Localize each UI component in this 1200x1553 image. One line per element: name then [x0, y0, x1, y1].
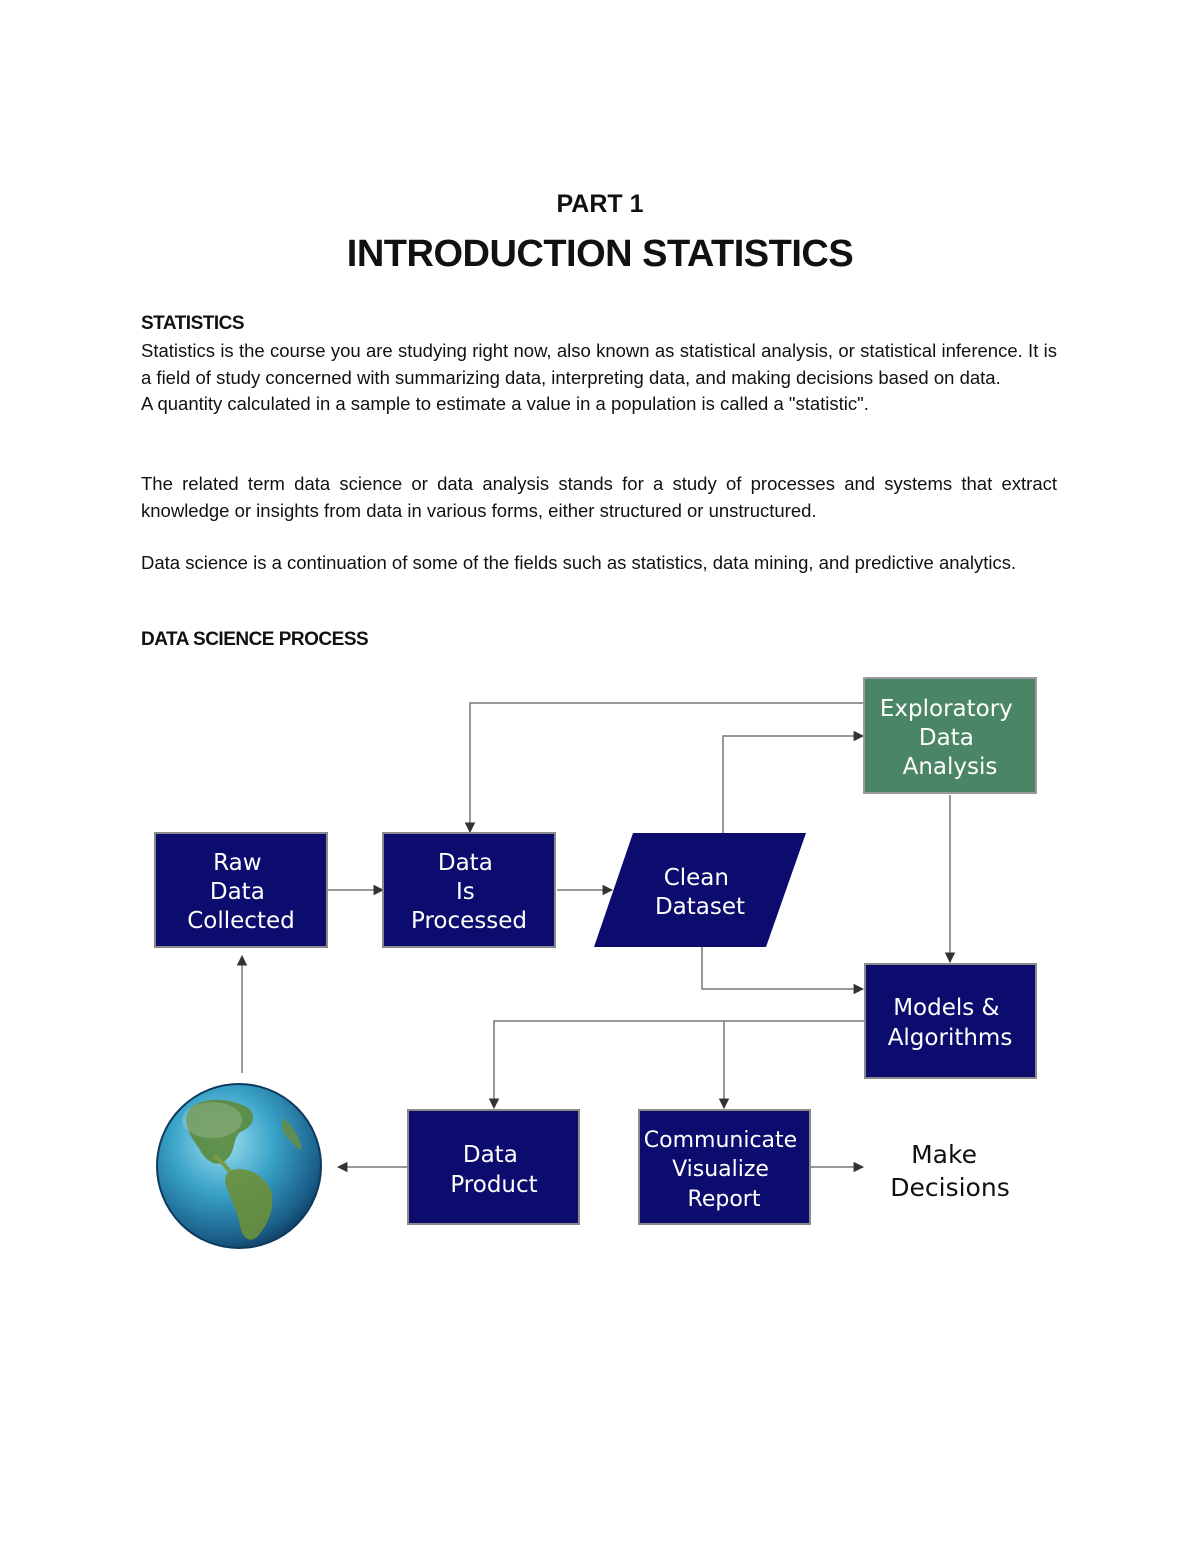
node-communicate-line2: Visualize	[672, 1157, 769, 1182]
node-eda-line1: Exploratory	[879, 696, 1013, 722]
node-raw-data-collected	[155, 833, 327, 947]
node-product-line2: Product	[450, 1172, 538, 1198]
node-models-algorithms	[865, 964, 1036, 1078]
arrow-clean-to-eda	[723, 736, 863, 833]
node-communicate-visualize-report	[639, 1110, 810, 1224]
node-make-decisions	[890, 1140, 1009, 1202]
data-science-continuation-paragraph: Data science is a continuation of some of the fields such as statistics, data mining, and predictive analytics.	[141, 552, 1017, 573]
arrow-eda-to-processed	[470, 703, 865, 832]
node-decisions-line1: Make	[911, 1140, 977, 1169]
node-processed-line2: Is	[455, 879, 475, 905]
node-raw-line2: Data	[209, 879, 265, 905]
node-models-line2: Algorithms	[887, 1025, 1013, 1051]
node-processed-line3: Processed	[411, 908, 527, 934]
node-eda-line2: Data	[918, 725, 974, 751]
section-heading-statistics: STATISTICS	[141, 313, 245, 334]
node-data-product	[408, 1110, 579, 1224]
arrow-models-to-product	[494, 1021, 865, 1108]
node-raw-line3: Collected	[187, 908, 295, 934]
node-clean-dataset	[594, 833, 806, 947]
node-raw-line1: Raw	[213, 850, 262, 876]
part-label: PART 1	[556, 190, 644, 218]
statistic-quantity-text: A quantity calculated in a sample to estimate a value in a population is called a "statistic".	[141, 393, 869, 415]
node-communicate-line3: Report	[687, 1187, 761, 1212]
statistics-definition-text: Statistics is the course you are studying right now, also known as statistical analysis, or statistical inference. It is a field of study concerned with summarizing data, interpreting data, and making decisions based on data.	[141, 340, 1057, 388]
node-data-is-processed	[383, 833, 555, 947]
node-clean-line1: Clean	[663, 865, 729, 891]
node-processed-line1: Data	[437, 850, 493, 876]
data-science-paragraph: The related term data science or data analysis stands for a study of processes and systems that extract knowledge or insights from data in various forms, either structured or unstructured.	[141, 473, 1057, 521]
connector-lines	[242, 703, 950, 1167]
earth-globe-icon	[157, 1084, 321, 1248]
node-exploratory-data-analysis	[864, 678, 1036, 793]
page-title: INTRODUCTION STATISTICS	[346, 233, 854, 275]
node-product-line1: Data	[462, 1142, 518, 1168]
section-heading-process: DATA SCIENCE PROCESS	[141, 629, 369, 650]
arrow-clean-to-models	[702, 947, 863, 989]
node-communicate-line1: Communicate	[643, 1128, 798, 1153]
node-models-line1: Models &	[893, 995, 1000, 1021]
node-clean-line2: Dataset	[654, 894, 746, 920]
node-decisions-line2: Decisions	[890, 1173, 1010, 1202]
svg-text:Make Decisions	[890, 1140, 1009, 1202]
node-eda-line3: Analysis	[902, 754, 998, 780]
